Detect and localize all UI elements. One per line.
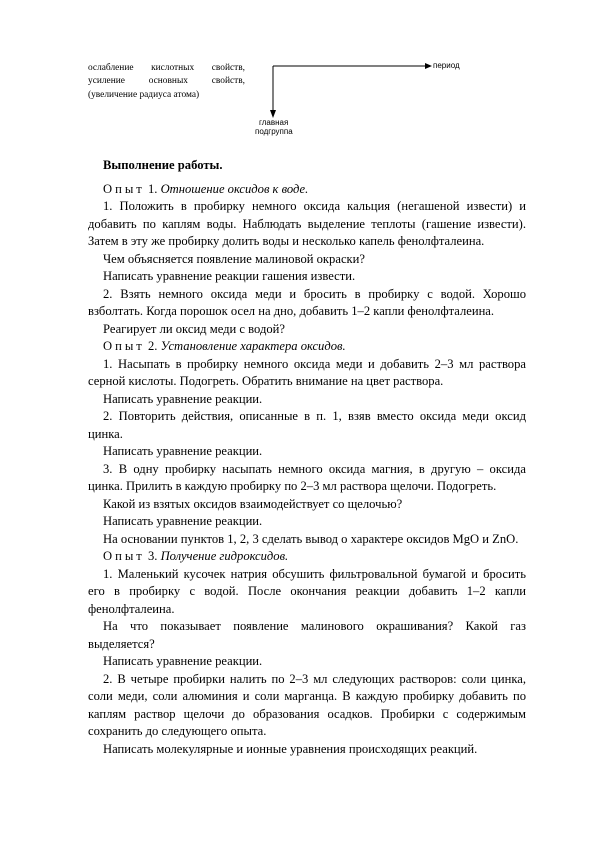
group-label-line2: подгруппа [255,127,293,136]
experiment-1-question-1: Чем объясняется появление малиновой окраски? [103,251,365,266]
experiment-3-task-1: Написать уравнение реакции. [103,654,263,668]
experiment-3-heading [88,548,526,566]
experiment-2-task-1: Написать уравнение реакции. [103,391,263,406]
experiment-2-step-2: 2. Повторить действия, описанные в п. 1, взяв вместо оксида меди оксид цинка. [88,409,526,441]
experiment-3-prefix: Опыт [103,549,145,563]
period-label: период [433,61,460,70]
experiment-2-step-3: 3. В одну пробирку насыпать немного оксида магния, в другую – оксида цинка. Прилить в каждую пробирку по 2–3 мл раствора щелочи. Подогреть. [88,461,526,493]
lab-work-body [88,157,526,758]
experiment-2-prefix: Опыт [103,339,145,353]
experiment-3-number: 3. [144,549,161,563]
experiment-2-heading [88,338,526,356]
experiment-1-heading [88,181,526,199]
experiment-1-title: Отношение оксидов к воде. [160,181,309,196]
trend-note: ослабление кислотных свойств, усиление основных свойств, (увеличение радиуса атома) [88,63,245,100]
experiment-3-step-2: 2. В четыре пробирки налить по 2–3 мл следующих растворов: соли цинка, соли меди, соли алюминия и соли марганца. В каждую пробирку добавить по каплям раствор щелочи до образования осадков. Пробирки с содержимым сохранить до следующего опыта. [88,671,526,738]
experiment-1-task-1: Написать уравнение реакции гашения извести. [103,269,356,283]
experiment-2-title: Установление характера оксидов. [160,339,346,353]
experiment-2-question: Какой из взятых оксидов взаимодействует со щелочью? [103,496,403,511]
periodic-trend-diagram [245,58,475,143]
experiment-1-step-1: 1. Положить в пробирку немного оксида кальция (негашеной извести) и добавить по каплям воды. Наблюдать выделение теплоты (гашение извести). Затем в эту же пробирку долить воды и несколько капель фенолфталеина. [88,199,526,248]
diagram-background [271,60,431,130]
experiment-2-task-2: Написать уравнение реакции. [103,444,263,458]
experiment-3-step-1: 1. Маленький кусочек натрия обсушить фильтровальной бумагой и бросить его в пробирку с водой. После окончания реакции добавить 1–2 капли фенолфталеина. [88,566,526,616]
experiment-2-number: 2. [144,339,161,353]
experiment-1-prefix: Опыт [103,181,145,196]
experiment-1-number: 1. [144,181,161,196]
work-title: Выполнение работы. [103,158,223,172]
experiment-3-title: Получение гидроксидов. [160,549,289,563]
experiment-1-question-2: Реагирует ли оксид меди с водой? [103,321,285,336]
experiment-2-task-3: Написать уравнение реакции. [103,514,263,528]
experiment-2-step-1: 1. Насыпать в пробирку немного оксида меди и добавить 2–3 мл раствора серной кислоты. Подогреть. Обратить внимание на цвет раствора. [88,356,526,388]
experiment-3-task-2: Написать молекулярные и ионные уравнения происходящих реакций. [103,741,478,756]
group-label-line1: главная [259,118,289,127]
experiment-2-conclusion: На основании пунктов 1, 2, 3 сделать вывод о характере оксидов MgO и ZnO. [103,531,519,546]
experiment-1-step-2: 2. Взять немного оксида меди и бросить в пробирку с водой. Хорошо взболтать. Когда порошок осел на дно, добавить 1–2 капли фенолфталеина. [88,286,526,318]
experiment-3-question: На что показывает появление малинового окрашивания? Какой газ выделяется? [88,619,526,651]
